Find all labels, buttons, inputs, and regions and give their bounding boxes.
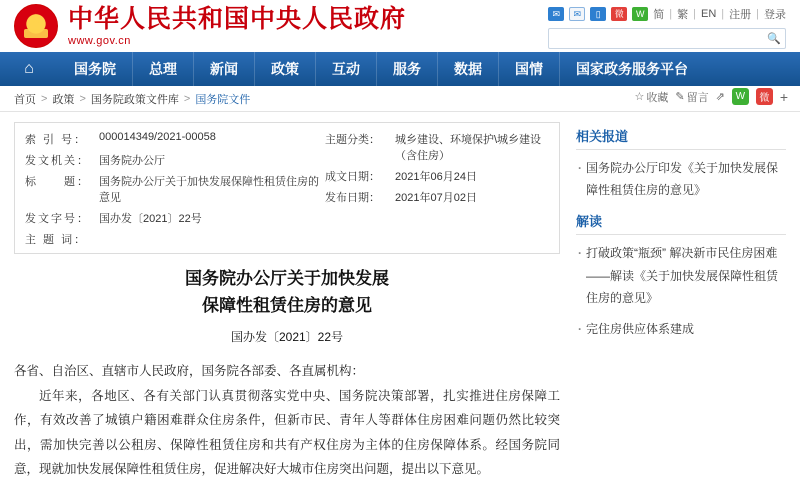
nav-item-service-platform[interactable]: 国家政务服务平台 bbox=[559, 52, 704, 86]
divider: | bbox=[721, 8, 725, 20]
plus-icon[interactable]: + bbox=[779, 88, 788, 105]
meta-value: 000014349/2021-00058 bbox=[99, 131, 216, 143]
sidebar-heading-interpretation: 解读 bbox=[576, 211, 786, 235]
breadcrumb-item-policy[interactable]: 政策 bbox=[52, 93, 75, 106]
sidebar-link-interpretation-0[interactable]: · 打破政策“瓶颈” 解决新市民住房困难——解读《关于加快发展保障性租赁住房的意见》 bbox=[576, 242, 786, 309]
divider: | bbox=[669, 8, 673, 20]
meta-value: 2021年06月24日 bbox=[395, 171, 477, 183]
breadcrumb-item-council-docs[interactable]: 国务院文件 bbox=[195, 93, 251, 106]
register-link[interactable]: 注册 bbox=[729, 9, 752, 21]
mail-icon[interactable]: ✉ bbox=[548, 7, 564, 21]
document-number: 国办发〔2021〕22号 bbox=[230, 330, 344, 345]
wechat-icon[interactable]: W bbox=[632, 7, 648, 21]
meta-label: 发布日期： bbox=[325, 192, 380, 204]
nav-item-xinwen[interactable]: 新闻 bbox=[193, 52, 254, 86]
breadcrumb-separator: > bbox=[183, 92, 191, 105]
meta-row bbox=[325, 131, 549, 163]
wechat-icon[interactable]: W bbox=[732, 88, 749, 105]
home-icon[interactable]: ⌂ bbox=[24, 60, 34, 77]
comment-label: 留言 bbox=[686, 91, 709, 104]
breadcrumb-separator: > bbox=[79, 92, 86, 105]
nav-item-zhengce[interactable]: 政策 bbox=[254, 52, 315, 86]
meta-label: 索 引 号： bbox=[25, 134, 88, 146]
meta-row bbox=[25, 210, 325, 226]
favorite-button[interactable] bbox=[635, 89, 669, 105]
nav-item-fuwu[interactable]: 服务 bbox=[376, 52, 437, 86]
breadcrumb bbox=[0, 86, 800, 112]
sidebar-section-interpretation bbox=[576, 211, 786, 334]
weibo-icon[interactable]: 微 bbox=[756, 88, 773, 105]
search-icon[interactable]: 🔍 bbox=[767, 33, 781, 45]
breadcrumb-item-home[interactable]: 首页 bbox=[14, 93, 36, 106]
document-title-line2: 保障性租赁住房的意见 bbox=[202, 296, 372, 317]
content-area bbox=[0, 112, 800, 481]
lang-traditional-link[interactable]: 繁 bbox=[677, 9, 689, 21]
page-tools bbox=[635, 88, 789, 105]
login-link[interactable]: 登录 bbox=[764, 9, 786, 21]
sidebar-heading-related: 相关报道 bbox=[576, 126, 786, 150]
document-meta-box bbox=[14, 122, 560, 254]
nav-item-hudong[interactable]: 互动 bbox=[315, 52, 376, 86]
nav-item-shuju[interactable]: 数据 bbox=[437, 52, 498, 86]
site-url: www.gov.cn bbox=[68, 35, 131, 48]
main-nav bbox=[0, 52, 800, 86]
mobile-icon[interactable]: ▯ bbox=[590, 7, 606, 21]
breadcrumb-item-policy-library[interactable]: 国务院政策文件库 bbox=[90, 93, 179, 106]
sidebar bbox=[576, 122, 786, 481]
divider: | bbox=[756, 8, 759, 20]
meta-row bbox=[25, 152, 325, 168]
meta-label: 发文字号： bbox=[25, 213, 90, 225]
meta-row bbox=[25, 231, 325, 247]
meta-row bbox=[25, 131, 325, 147]
meta-label: 主 题 词： bbox=[25, 234, 88, 246]
meta-label: 发文机关： bbox=[25, 155, 90, 167]
document-column bbox=[14, 122, 560, 481]
meta-value: 国务院办公厅关于加快发展保障性租赁住房的意见 bbox=[99, 176, 319, 204]
header-top-links bbox=[548, 6, 786, 22]
search-input[interactable] bbox=[553, 30, 767, 47]
meta-left-column bbox=[25, 131, 325, 247]
meta-label: 成文日期： bbox=[325, 171, 380, 183]
meta-value: 2021年07月02日 bbox=[395, 192, 477, 204]
nav-item-guoqing[interactable]: 国情 bbox=[498, 52, 559, 86]
header-right bbox=[548, 6, 786, 49]
divider: | bbox=[693, 8, 696, 20]
favorite-label: 收藏 bbox=[646, 91, 669, 104]
meta-row bbox=[325, 189, 549, 205]
site-header bbox=[0, 0, 800, 52]
meta-label: 主题分类： bbox=[325, 134, 380, 146]
meta-value: 国务院办公厅 bbox=[99, 155, 165, 167]
comment-button[interactable] bbox=[675, 89, 708, 105]
document-paragraph-salutation: 各省、自治区、直辖市人民政府，国务院各部委、各直属机构： bbox=[14, 364, 365, 379]
star-icon: ☆ bbox=[634, 91, 645, 103]
national-emblem-icon bbox=[14, 4, 58, 48]
share-icon[interactable]: ⇗ bbox=[715, 91, 725, 103]
meta-row bbox=[25, 173, 325, 205]
weibo-icon[interactable]: 微 bbox=[611, 7, 627, 21]
site-title-block bbox=[68, 5, 406, 48]
meta-row bbox=[325, 168, 549, 184]
meta-label: 标 题： bbox=[25, 176, 90, 188]
sidebar-section-related bbox=[576, 126, 786, 201]
pencil-icon: ✎ bbox=[675, 91, 685, 103]
sidebar-link-interpretation-1[interactable]: · 完住房供应体系建成 bbox=[576, 318, 786, 334]
lang-en-link[interactable]: EN bbox=[701, 8, 717, 20]
breadcrumb-separator: > bbox=[41, 92, 48, 105]
document-title-line1: 国务院办公厅关于加快发展 bbox=[185, 269, 389, 289]
meta-value: 国办发〔2021〕22号 bbox=[99, 213, 202, 225]
meta-value: 城乡建设、环境保护\城乡建设（含住房） bbox=[395, 134, 542, 162]
envelope-icon[interactable]: ✉ bbox=[569, 7, 585, 21]
site-title: 中华人民共和国中央人民政府 bbox=[68, 3, 407, 33]
document-title bbox=[14, 266, 560, 320]
search-bar[interactable] bbox=[548, 28, 786, 49]
lang-simplified-link[interactable]: 简 bbox=[653, 9, 665, 21]
sidebar-link-related-0[interactable]: · 国务院办公厅印发《关于加快发展保障性租赁住房的意见》 bbox=[576, 157, 786, 201]
meta-right-column bbox=[325, 131, 549, 247]
nav-item-guowuyuan[interactable]: 国务院 bbox=[74, 61, 116, 77]
nav-item-zongli[interactable]: 总理 bbox=[132, 52, 193, 86]
document-paragraph-body: 近年来，各地区、各有关部门认真贯彻落实党中央、国务院决策部署，扎实推进住房保障工作，有效改善了城镇户籍困难群众住房条件，但新市民、青年人等群体住房困难问题仍然比较突出，需加快完善以公租房、保障性租赁住房和共有产权住房为主体的住房保障体系。经国务院同意，现就加快发展保障性租赁住房，促进解决好大城市住房突出问题，提出以下意见。 bbox=[14, 388, 560, 476]
